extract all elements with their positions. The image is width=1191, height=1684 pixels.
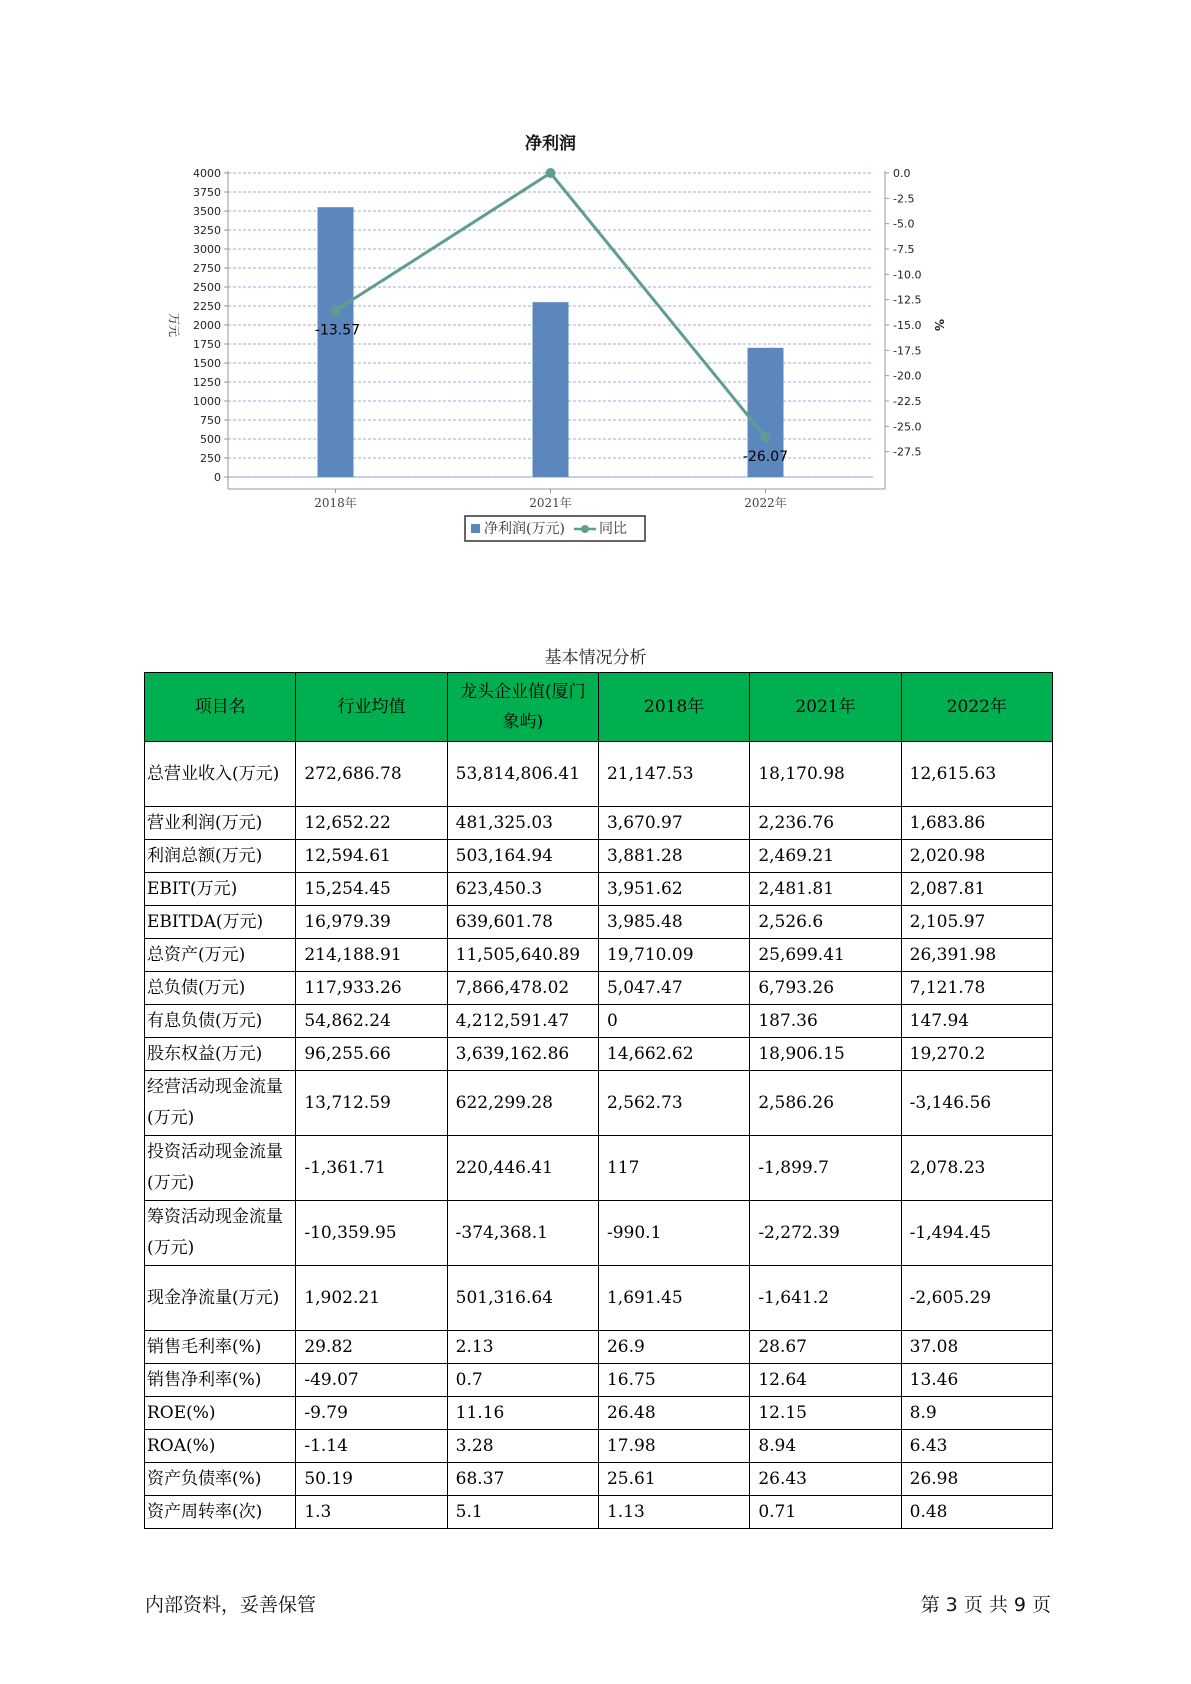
legend-line-label: 同比	[599, 521, 627, 537]
table-row	[145, 1038, 1053, 1071]
table-cell: 214,188.91	[296, 939, 447, 972]
table-title: 基本情况分析	[544, 648, 647, 668]
table-cell: -2,605.29	[901, 1266, 1052, 1331]
row-label: 有息负债(万元)	[145, 1005, 296, 1038]
right-tick-label: -27.5	[893, 445, 922, 459]
row-label: 营业利润(万元)	[145, 807, 296, 840]
table-cell: 2,526.6	[750, 906, 901, 939]
table-cell: -990.1	[598, 1201, 749, 1266]
x-tick-label: 2021年	[529, 496, 572, 510]
right-tick-label: -5.0	[893, 217, 915, 231]
table-row	[145, 1266, 1053, 1331]
footer-confidential-note: 内部资料，妥善保管	[145, 1594, 317, 1616]
left-tick-label: 4000	[193, 167, 221, 180]
table-row	[145, 1331, 1053, 1364]
table-cell: 12,615.63	[901, 742, 1052, 807]
table-cell: -9.79	[296, 1397, 447, 1430]
row-label: 投资活动现金流量(万元)	[145, 1136, 296, 1201]
right-tick-label: -2.5	[893, 192, 915, 206]
table-cell: 17.98	[598, 1430, 749, 1463]
table-cell: 7,866,478.02	[447, 972, 598, 1005]
table-cell: 2,562.73	[598, 1071, 749, 1136]
table-cell: -49.07	[296, 1364, 447, 1397]
table-cell: 26,391.98	[901, 939, 1052, 972]
header-cell: 项目名	[145, 673, 296, 742]
row-label: 股东权益(万元)	[145, 1038, 296, 1071]
chart-canvas	[150, 135, 1050, 595]
table-cell: 272,686.78	[296, 742, 447, 807]
row-label: 总负债(万元)	[145, 972, 296, 1005]
row-label: 销售净利率(%)	[145, 1364, 296, 1397]
table-row	[145, 840, 1053, 873]
yoy-data-label: -13.57	[314, 322, 361, 339]
table-cell: 53,814,806.41	[447, 742, 598, 807]
right-axis-title: %	[932, 318, 946, 332]
table-row	[145, 972, 1053, 1005]
table-row	[145, 1005, 1053, 1038]
header-cell: 行业均值	[296, 673, 447, 742]
table-cell: 7,121.78	[901, 972, 1052, 1005]
header-cell: 龙头企业值(厦门象屿)	[447, 673, 598, 742]
table-cell: 8.9	[901, 1397, 1052, 1430]
left-tick-label: 2750	[193, 262, 221, 275]
table-row	[145, 1071, 1053, 1136]
table-cell: 11.16	[447, 1397, 598, 1430]
table-cell: 503,164.94	[447, 840, 598, 873]
table-cell: 2.13	[447, 1331, 598, 1364]
row-label: 总营业收入(万元)	[145, 742, 296, 807]
left-tick-label: 3500	[193, 205, 221, 218]
left-axis-title: 万元	[167, 312, 181, 338]
left-tick-label: 1500	[193, 357, 221, 370]
table-cell: 12,652.22	[296, 807, 447, 840]
left-tick-label: 1750	[193, 338, 221, 351]
left-tick-label: 750	[200, 414, 221, 427]
table-cell: 639,601.78	[447, 906, 598, 939]
x-tick-label: 2022年	[744, 496, 787, 510]
table-cell: 1,902.21	[296, 1266, 447, 1331]
row-label: 资产负债率(%)	[145, 1463, 296, 1496]
right-tick-label: -15.0	[893, 319, 922, 332]
table-cell: 26.43	[750, 1463, 901, 1496]
left-tick-label: 0	[214, 471, 221, 484]
table-cell: 29.82	[296, 1331, 447, 1364]
table-cell: 2,020.98	[901, 840, 1052, 873]
table-cell: 2,586.26	[750, 1071, 901, 1136]
legend-line-marker	[581, 525, 589, 533]
table-cell: 11,505,640.89	[447, 939, 598, 972]
yoy-data-label: -26.07	[742, 449, 789, 466]
header-cell: 2018年	[598, 673, 749, 742]
right-tick-label: -10.0	[893, 268, 922, 282]
table-cell: 16,979.39	[296, 906, 447, 939]
table-cell: 117,933.26	[296, 972, 447, 1005]
table-cell: 19,710.09	[598, 939, 749, 972]
table-row	[145, 1397, 1053, 1430]
row-label: 总资产(万元)	[145, 939, 296, 972]
table-header-row	[145, 673, 1053, 742]
legend-bar-swatch	[471, 524, 480, 533]
table-cell: 25,699.41	[750, 939, 901, 972]
table-cell: 481,325.03	[447, 807, 598, 840]
table-body	[145, 742, 1053, 1529]
table-cell: 16.75	[598, 1364, 749, 1397]
table-cell: 622,299.28	[447, 1071, 598, 1136]
right-tick-label: -22.5	[893, 395, 922, 408]
row-label: ROA(%)	[145, 1430, 296, 1463]
right-tick-label: -7.5	[893, 243, 915, 256]
table-cell: -1,361.71	[296, 1136, 447, 1201]
table-cell: 3.28	[447, 1430, 598, 1463]
table-cell: -374,368.1	[447, 1201, 598, 1266]
table-cell: 0	[598, 1005, 749, 1038]
table-cell: 96,255.66	[296, 1038, 447, 1071]
chart-title: 净利润	[525, 134, 576, 154]
table-cell: 18,170.98	[750, 742, 901, 807]
right-tick-label: -25.0	[893, 420, 922, 434]
table-cell: 0.48	[901, 1496, 1052, 1529]
left-tick-label: 3250	[193, 224, 221, 237]
net-profit-chart	[150, 135, 1050, 595]
table-cell: 2,087.81	[901, 873, 1052, 906]
row-label: 现金净流量(万元)	[145, 1266, 296, 1331]
row-label: 利润总额(万元)	[145, 840, 296, 873]
table-cell: 0.7	[447, 1364, 598, 1397]
table-cell: 37.08	[901, 1331, 1052, 1364]
row-label: 资产周转率(次)	[145, 1496, 296, 1529]
table-cell: 6.43	[901, 1430, 1052, 1463]
left-tick-label: 2500	[193, 281, 221, 294]
table-cell: 2,469.21	[750, 840, 901, 873]
table-cell: -1.14	[296, 1430, 447, 1463]
table-row	[145, 873, 1053, 906]
table-cell: 12.15	[750, 1397, 901, 1430]
row-label: 经营活动现金流量(万元)	[145, 1071, 296, 1136]
table-cell: 501,316.64	[447, 1266, 598, 1331]
table-row	[145, 1364, 1053, 1397]
table-cell: -1,641.2	[750, 1266, 901, 1331]
table-cell: -1,494.45	[901, 1201, 1052, 1266]
table-cell: 26.48	[598, 1397, 749, 1430]
table-cell: 18,906.15	[750, 1038, 901, 1071]
table-cell: 25.61	[598, 1463, 749, 1496]
table-cell: 5,047.47	[598, 972, 749, 1005]
row-label: EBIT(万元)	[145, 873, 296, 906]
table-cell: 1,691.45	[598, 1266, 749, 1331]
row-label: 筹资活动现金流量(万元)	[145, 1201, 296, 1266]
left-tick-label: 2250	[193, 300, 221, 313]
header-cell: 2022年	[901, 673, 1052, 742]
table-cell: 26.98	[901, 1463, 1052, 1496]
table-cell: 12.64	[750, 1364, 901, 1397]
table-cell: 1,683.86	[901, 807, 1052, 840]
left-tick-label: 2000	[193, 319, 221, 332]
table-row	[145, 939, 1053, 972]
table-row	[145, 1430, 1053, 1463]
table-cell: 3,639,162.86	[447, 1038, 598, 1071]
bar-2018年	[318, 207, 354, 477]
basic-analysis-table	[144, 672, 1053, 1529]
table-cell: 220,446.41	[447, 1136, 598, 1201]
table-cell: 2,481.81	[750, 873, 901, 906]
table-cell: 3,985.48	[598, 906, 749, 939]
table-cell: 28.67	[750, 1331, 901, 1364]
x-tick-label: 2018年	[314, 496, 357, 510]
right-tick-label: -17.5	[893, 344, 922, 358]
table-cell: 0.71	[750, 1496, 901, 1529]
table-cell: 8.94	[750, 1430, 901, 1463]
table-cell: 13.46	[901, 1364, 1052, 1397]
left-tick-label: 1250	[193, 376, 221, 389]
table-cell: -10,359.95	[296, 1201, 447, 1266]
table-cell: -2,272.39	[750, 1201, 901, 1266]
legend-bar-label: 净利润(万元)	[484, 521, 565, 537]
row-label: EBITDA(万元)	[145, 906, 296, 939]
table-cell: 19,270.2	[901, 1038, 1052, 1071]
table-cell: 13,712.59	[296, 1071, 447, 1136]
table-cell: 187.36	[750, 1005, 901, 1038]
yoy-point-2021年	[546, 168, 556, 178]
table-cell: 14,662.62	[598, 1038, 749, 1071]
table-cell: 21,147.53	[598, 742, 749, 807]
table-cell: 117	[598, 1136, 749, 1201]
table-cell: 12,594.61	[296, 840, 447, 873]
table-cell: 50.19	[296, 1463, 447, 1496]
right-tick-label: 0.0	[893, 167, 911, 180]
table-cell: 147.94	[901, 1005, 1052, 1038]
table-cell: 1.3	[296, 1496, 447, 1529]
left-tick-label: 1000	[193, 395, 221, 408]
row-label: ROE(%)	[145, 1397, 296, 1430]
table-cell: 3,951.62	[598, 873, 749, 906]
left-tick-label: 250	[200, 452, 221, 465]
table-cell: 2,236.76	[750, 807, 901, 840]
table-cell: -1,899.7	[750, 1136, 901, 1201]
bar-2021年	[533, 302, 569, 477]
table-row	[145, 807, 1053, 840]
yoy-point-2018年	[331, 306, 341, 316]
left-tick-label: 3000	[193, 243, 221, 256]
table-row	[145, 906, 1053, 939]
table-cell: 15,254.45	[296, 873, 447, 906]
table-cell: 54,862.24	[296, 1005, 447, 1038]
table-cell: 2,078.23	[901, 1136, 1052, 1201]
table-cell: 6,793.26	[750, 972, 901, 1005]
yoy-point-2022年	[761, 432, 771, 442]
table-cell: 3,881.28	[598, 840, 749, 873]
table-cell: 2,105.97	[901, 906, 1052, 939]
left-tick-label: 500	[200, 433, 221, 446]
left-tick-label: 3750	[193, 186, 221, 199]
table-cell: 623,450.3	[447, 873, 598, 906]
table-row	[145, 1136, 1053, 1201]
table-cell: 1.13	[598, 1496, 749, 1529]
table-row	[145, 1463, 1053, 1496]
table-cell: 68.37	[447, 1463, 598, 1496]
footer-page-number: 第 3 页 共 9 页	[920, 1594, 1051, 1616]
header-cell: 2021年	[750, 673, 901, 742]
right-tick-label: -12.5	[893, 293, 922, 307]
table-cell: 26.9	[598, 1331, 749, 1364]
table-row	[145, 1496, 1053, 1529]
table-cell: 5.1	[447, 1496, 598, 1529]
table-cell: -3,146.56	[901, 1071, 1052, 1136]
table-row	[145, 1201, 1053, 1266]
row-label: 销售毛利率(%)	[145, 1331, 296, 1364]
table-cell: 4,212,591.47	[447, 1005, 598, 1038]
table-cell: 3,670.97	[598, 807, 749, 840]
table-row	[145, 742, 1053, 807]
right-tick-label: -20.0	[893, 369, 922, 383]
